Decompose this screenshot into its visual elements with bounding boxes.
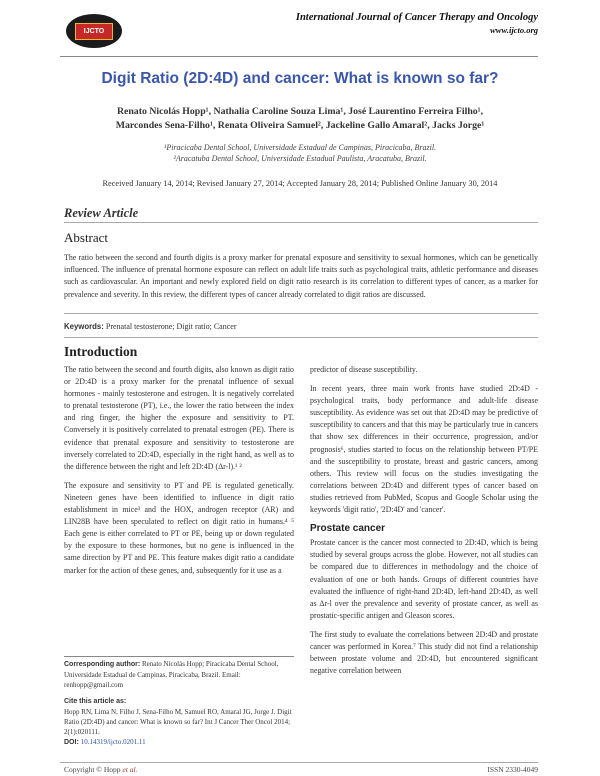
intro-paragraph-1: The ratio between the second and fourth digits, also known as digit ratio or 2D:4D is a proxy marker for the prenatal influence of sexual hormones - mainly testosterone and estrogen. It is negatively correlated to prenatal testosterone (PT), i.e., the lower the ratio between the index and ring finger, the higher the exposure and sensitivity to PT. Conversely it is positively correlated to prenatal estrogen (PE). There is evidence that prenatal exposure and sensitivity to testosterone are inversely correlated to 2D:4D, especially in the right hand, as well as to the difference between the right and left 2D:4D (Δr-l).¹ ² (64, 365, 294, 471)
authors (60, 105, 540, 133)
keywords-text: Prenatal testosterone; Digit ratio; Cancer (103, 322, 237, 331)
footnotes (64, 659, 294, 754)
doi-label: DOI: (64, 739, 81, 747)
intro-paragraph-3: predictor of disease susceptibility. (310, 365, 418, 374)
journal-name: International Journal of Cancer Therapy and Oncology (295, 12, 538, 23)
journal-url[interactable]: www.ijcto.org (490, 25, 538, 35)
copyright (64, 765, 137, 774)
article-title: Digit Ratio (2D:4D) and cancer: What is known so far? (101, 70, 499, 87)
issn: ISSN 2330-4049 (487, 765, 538, 774)
journal-logo (66, 14, 122, 48)
keywords (64, 322, 237, 331)
logo-text: IJCTO (75, 23, 113, 40)
intro-paragraph-2: The exposure and sensitivity to PT and PE is regulated genetically. Nineteen genes have been identified to influence in digit ratio establishment in mice³ and the HOX, androgen receptor (AR) and LIN28B have been speculated to reflect on digit ratio in humans.⁴ ⁵ Each gene is either correlated to PT or PE, being up or down regulated by the exposure to these hormones, but no gene is influenced in the same direction by PT and PE. This feature makes digit ratio a candidate marker for the action of these genes, and, subsequently for it use as a (64, 480, 294, 575)
article-type: Review Article (64, 206, 139, 220)
authors-line-1: Renato Nicolás Hopp¹, Nathalia Caroline Souza Lima¹, José Laurentino Ferreira Filho¹, (116, 106, 484, 117)
affiliation-1: ¹Piracicaba Dental School, Universidade Estadual de Campinas, Piracicaba, Brazil. (163, 143, 437, 152)
corresponding-author-text: Renato Nicolás Hopp; Piracicaba Dental School, Universidade Estadual de Campinas, Piracicaba, Brazil. Email: renhopp@gmail.com (64, 660, 279, 690)
introduction-heading: Introduction (64, 344, 138, 359)
citation (64, 696, 294, 749)
footnote-divider (64, 656, 294, 657)
abstract-heading: Abstract (64, 230, 109, 245)
authors-line-2: Marcondes Sena-Filho¹, Renata Oliveira Samuel², Jackeline Gallo Amaral², Jacks Jorge¹ (115, 120, 485, 131)
intro-paragraph-4: In recent years, three main work fronts have studied 2D:4D - psychological traits, body performance and adult-life disease susceptibility. As evidence was set out that 2D:4D may be predictive of susceptibility to cancers and that this may be particularly true in cancers that show sex differences in their occurrence, progression, and/or prognosis⁶, studies started to focus on the relationship between PT/PE and the susceptibility to prostate, breast and gastric cancers, among others. This review will focus on the studies investigating the correlations between 2D:4D and different types of cancer based on studies retrieved from PubMed, Scopus and Google Scholar using the keywords 'digit ratio', '2D:4D' and 'cancer'. (310, 384, 538, 515)
copyright-etal: et al. (122, 765, 138, 774)
corresponding-author-label: Corresponding author: (64, 661, 141, 668)
footer-divider (60, 762, 538, 763)
citation-label: Cite this article as: (64, 697, 127, 705)
affiliation-2: ²Aracatuba Dental School, Universidade Estadual Paulista, Aracatuba, Brazil. (173, 154, 427, 163)
doi-link[interactable]: 10.14319/ijcto.0201.11 (80, 738, 146, 747)
received-dates: Received January 14, 2014; Revised January 27, 2014; Accepted January 28, 2014; Published Online January 30, 2014 (102, 179, 498, 188)
abstract-divider (64, 313, 538, 314)
journal-header (296, 12, 538, 35)
column-left (64, 364, 294, 584)
prostate-cancer-heading: Prostate cancer (310, 523, 386, 535)
corresponding-author (64, 659, 294, 691)
prostate-paragraph-1: Prostate cancer is the cancer most connected to 2D:4D, which is being studied by several groups across the globe. However, not all studies can be compared due to differences in methodology and the choice of evaluation of one or both hands. Groups of different countries have evaluated the influence of right-hand 2D:4D, left-hand 2D:4D, as well as Δr-l over the prevalence and severity of prostate cancer, as well as prostatic-specific antigen and Gleason scores. (310, 538, 538, 620)
column-right (310, 364, 538, 684)
keywords-label: Keywords: (64, 322, 104, 331)
article-type-divider (64, 222, 538, 223)
abstract-text: The ratio between the second and fourth digits is a proxy marker for prenatal exposure and sensitivity to sexual hormones, which can be genetically influenced. The influence of prenatal hormone exposure can reflect on adult life traits such as psychological traits, athletic performance and diseases such as cardiovascular. An important and newly explored field on digit ratio research is its correlation to different types of cancer, as a marker for prevalence and severity. In this review, the different types of cancer already correlated to digit ratios are discussed. (64, 253, 538, 299)
keywords-divider (64, 337, 538, 338)
header-divider (60, 56, 538, 57)
prostate-paragraph-2: The first study to evaluate the correlations between 2D:4D and prostate cancer was performed in Korea.⁷ This study did not find a relationship between prostate volume and 2D:4D, but encountered significant negative correlation between (310, 629, 538, 676)
affiliations (60, 142, 540, 164)
citation-text: Hopp RN, Lima N, Filho J, Sena-Filho M, Samuel RO, Amaral JG, Jorge J. Digit Ratio (2D:4D) and cancer: What is known so far? Int J Cancer Ther Oncol 2014; 2(1):020111. (64, 707, 292, 737)
copyright-prefix: Copyright © Hopp (64, 765, 123, 774)
